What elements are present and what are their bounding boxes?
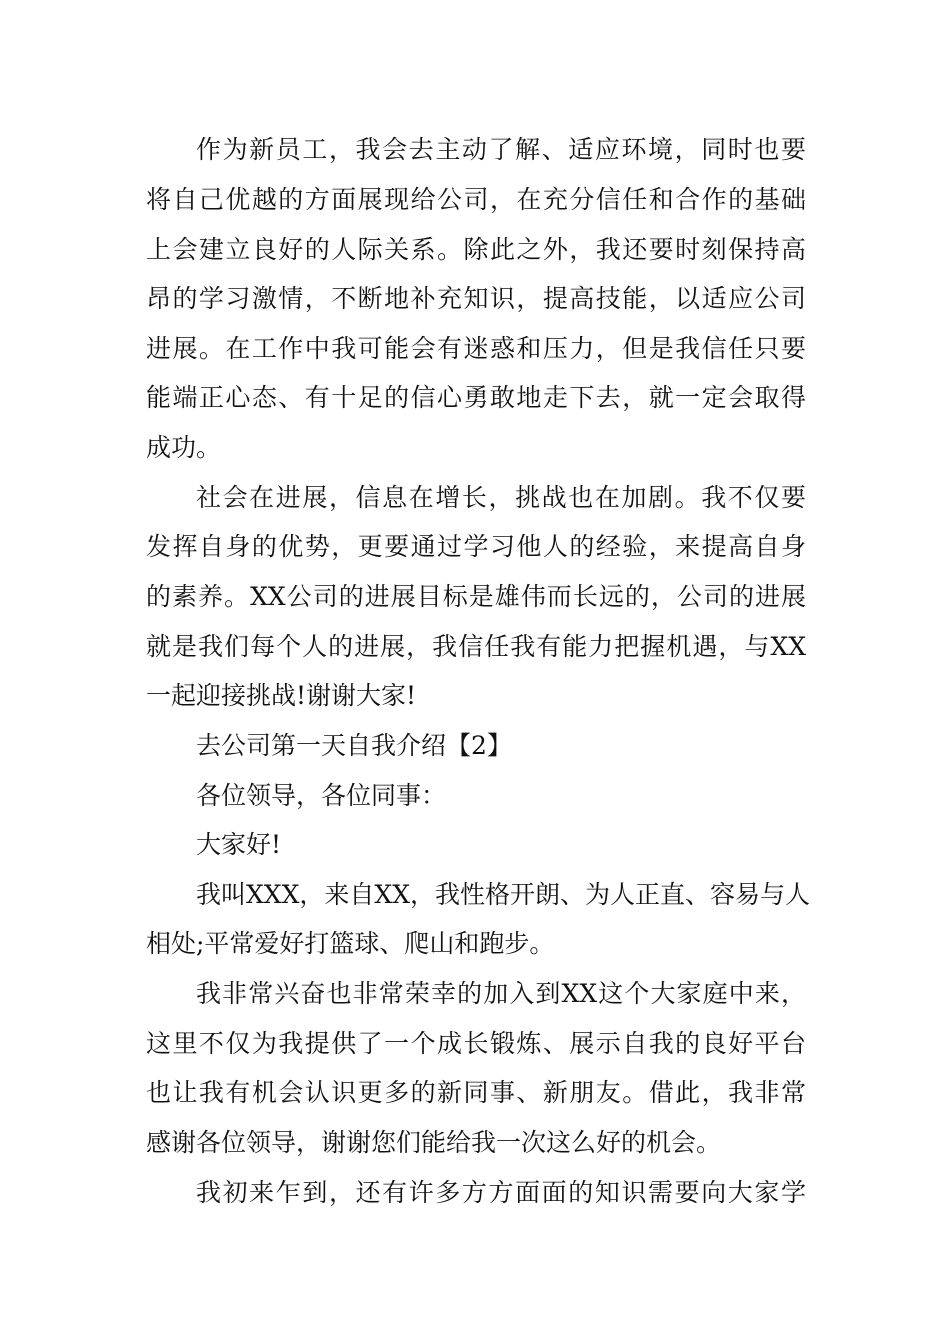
text-line: 的素养。XX公司的进展目标是雄伟而长远的，公司的进展 bbox=[146, 582, 806, 611]
text-line: 相处;平常爱好打篮球、爬山和跑步。 bbox=[146, 929, 555, 958]
text-line: 将自己优越的方面展现给公司，在充分信任和合作的基础 bbox=[146, 185, 806, 214]
text-line: 也让我有机会认识更多的新同事、新朋友。借此，我非常 bbox=[146, 1078, 806, 1107]
text-line: 这里不仅为我提供了一个成长锻炼、展示自我的良好平台 bbox=[146, 1029, 806, 1058]
text-line: 能端正心态、有十足的信心勇敢地走下去，就一定会取得 bbox=[146, 383, 806, 412]
salutation: 各位领导，各位同事： bbox=[196, 781, 447, 810]
text-line: 就是我们每个人的进展，我信任我有能力把握机遇，与XX bbox=[146, 632, 806, 661]
text-line: 一起迎接挑战!谢谢大家! bbox=[146, 681, 417, 710]
text-line: 进展。在工作中我可能会有迷惑和压力，但是我信任只要 bbox=[146, 334, 806, 363]
text-line: 作为新员工，我会去主动了解、适应环境，同时也要 bbox=[196, 135, 806, 164]
text-line: 感谢各位领导，谢谢您们能给我一次这么好的机会。 bbox=[146, 1128, 722, 1157]
text-line: 成功。 bbox=[146, 433, 222, 462]
text-line: 我叫XXX，来自XX，我性格开朗、为人正直、容易与人 bbox=[196, 880, 810, 909]
text-line: 我初来乍到，还有许多方方面面的知识需要向大家学 bbox=[196, 1178, 806, 1207]
section-heading: 去公司第一天自我介绍【2】 bbox=[196, 731, 512, 760]
text-line: 我非常兴奋也非常荣幸的加入到XX这个大家庭中来， bbox=[196, 979, 806, 1008]
greeting: 大家好! bbox=[196, 830, 282, 859]
text-line: 昂的学习激情，不断地补充知识，提高技能，以适应公司 bbox=[146, 284, 806, 313]
text-line: 上会建立良好的人际关系。除此之外，我还要时刻保持高 bbox=[146, 235, 806, 264]
text-line: 社会在进展，信息在增长，挑战也在加剧。我不仅要 bbox=[196, 483, 806, 512]
text-line: 发挥自身的优势，更要通过学习他人的经验，来提高自身 bbox=[146, 532, 806, 561]
